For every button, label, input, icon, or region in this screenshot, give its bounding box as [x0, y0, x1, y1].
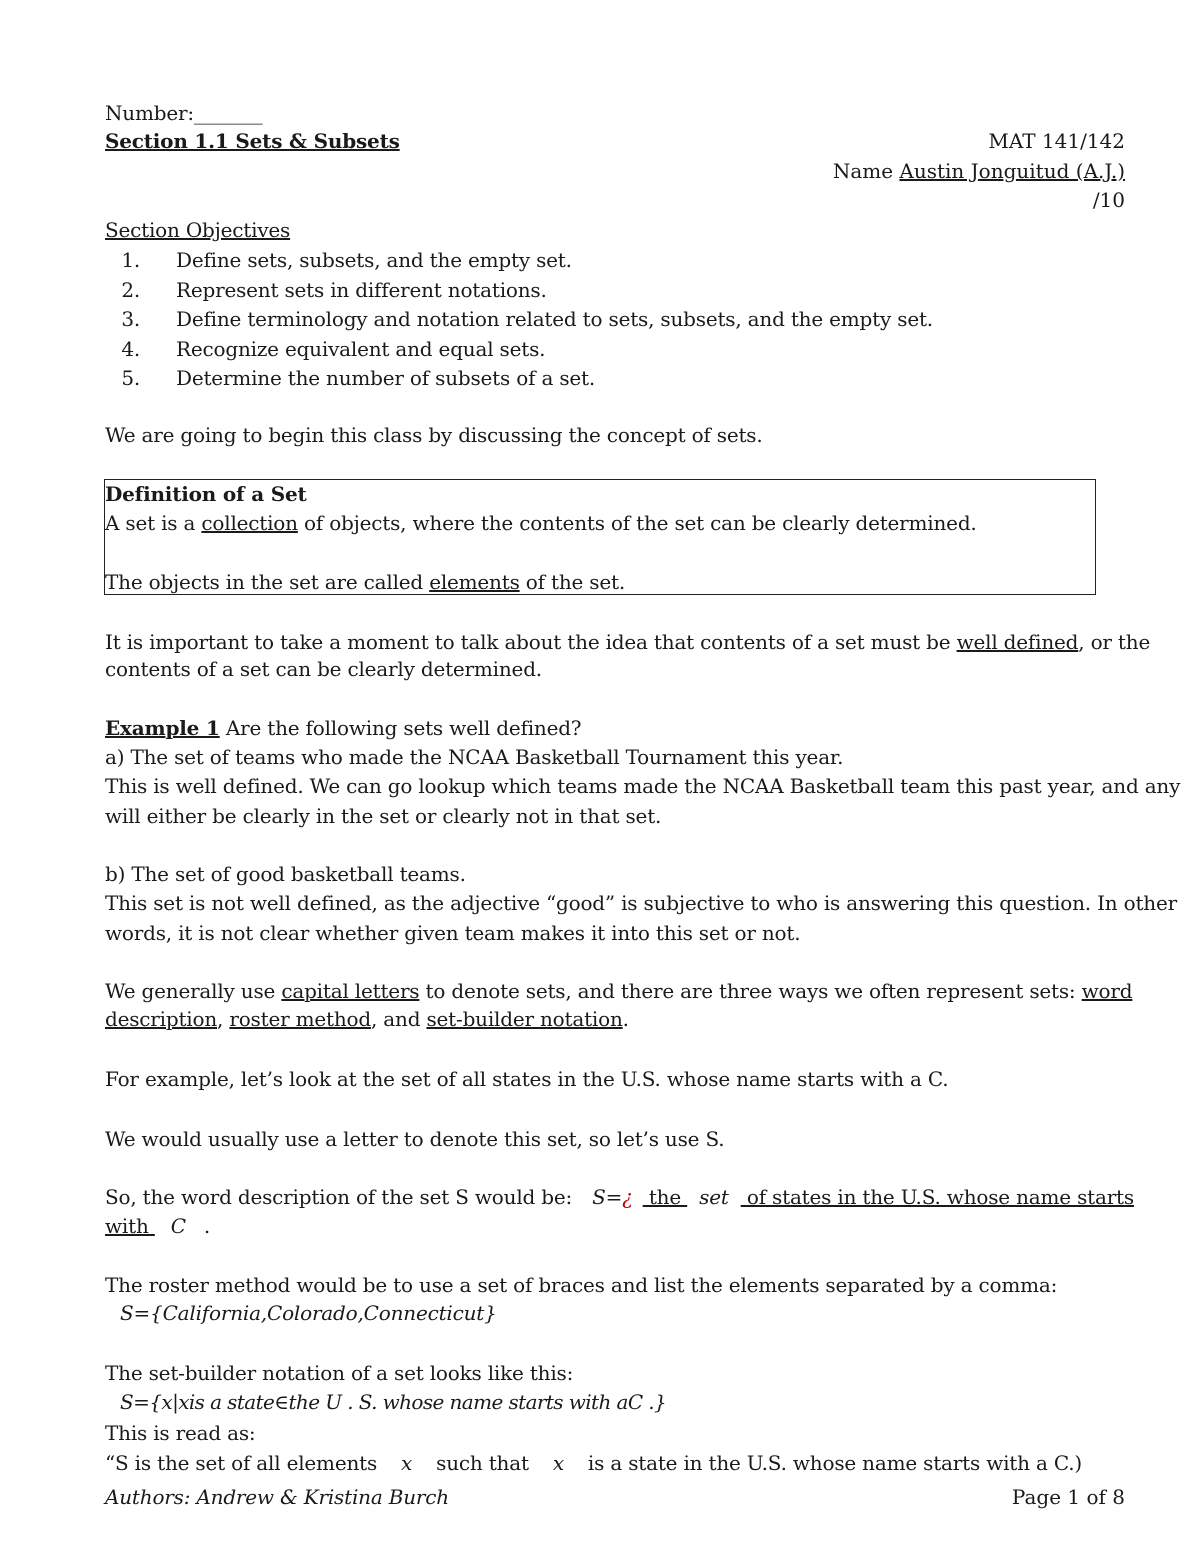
footer-authors: Authors: Andrew & Kristina Burch: [105, 1485, 449, 1509]
name-value: Austin Jonguitud (A.J.): [899, 159, 1125, 183]
example-label: Example 1: [105, 716, 220, 740]
definition-line-1: A set is a collection of objects, where the contents of the set can be clearly determined.: [105, 511, 977, 535]
well-defined-line-2: contents of a set can be clearly determined.: [105, 657, 542, 681]
objective-item: 3. Define terminology and notation related to sets, subsets, and the empty set.: [121, 307, 933, 331]
intro-text: We are going to begin this class by discussing the concept of sets.: [105, 423, 763, 447]
objective-item: 1. Define sets, subsets, and the empty set.: [121, 248, 572, 272]
read-as-quote: “S is the set of all elements x such that x is a state in the U.S. whose name starts with a C.): [105, 1451, 1083, 1475]
set-builder-expression: S={x|xis a state∈the U . S. whose name starts with aC .}: [120, 1390, 667, 1414]
example-1b-answer-1: This set is not well defined, as the adjective “good” is subjective to who is answering this question. In other: [105, 891, 1177, 915]
math-s-equals: S=: [592, 1185, 623, 1209]
objective-item: 5. Determine the number of subsets of a set.: [121, 366, 596, 390]
objective-item: 4. Recognize equivalent and equal sets.: [121, 336, 546, 361]
student-name: [833, 158, 1125, 184]
objectives-heading: Section Objectives: [105, 218, 291, 242]
definition-line-2: The objects in the set are called elements of the set.: [105, 570, 626, 594]
roster-expression: S={California,Colorado,Connecticut}: [120, 1301, 497, 1325]
score: /10: [1092, 188, 1125, 212]
notations-line-2: description, roster method, and set-builder notation.: [105, 1007, 629, 1031]
section-title: Section 1.1 Sets & Subsets: [105, 129, 400, 153]
example-1a-answer-1: This is well defined. We can go lookup which teams made the NCAA Basketball team this past year, and any: [105, 774, 1181, 798]
letter-s-text: We would usually use a letter to denote this set, so let’s use S.: [105, 1127, 725, 1151]
number-label: Number:_______: [105, 101, 263, 125]
example-1-heading: Example 1 Are the following sets well defined?: [105, 716, 582, 740]
example-1a-question: a) The set of teams who made the NCAA Basketball Tournament this year.: [105, 745, 844, 769]
objective-item: 2. Represent sets in different notations.: [121, 277, 547, 302]
example-1b-question: b) The set of good basketball teams.: [105, 862, 466, 886]
example-1b-answer-2: words, it is not clear whether given team makes it into this set or not.: [105, 921, 801, 945]
example-1a-answer-2: will either be clearly in the set or clearly not in that set.: [105, 804, 662, 828]
word-description-line-2: with C .: [105, 1214, 211, 1238]
example-states-text: For example, let’s look at the set of all states in the U.S. whose name starts with a C.: [105, 1067, 949, 1091]
course-code: MAT 141/142: [988, 129, 1125, 153]
well-defined-line-1: It is important to take a moment to talk about the idea that contents of a set must be well defined, or the: [105, 630, 1151, 654]
objectives-list: [105, 246, 933, 394]
red-glyph: ¿: [622, 1185, 633, 1209]
definition-title: Definition of a Set: [105, 482, 307, 506]
set-builder-intro: The set-builder notation of a set looks like this:: [105, 1361, 574, 1385]
word-description-line-1: So, the word description of the set S would be: S=¿ the set of states in the U.S. whose name starts: [105, 1185, 1134, 1209]
notations-line-1: We generally use capital letters to denote sets, and there are three ways we often represent sets: word: [105, 979, 1133, 1003]
name-label: Name: [832, 159, 900, 183]
read-as-label: This is read as:: [105, 1421, 256, 1445]
page-number: Page 1 of 8: [1011, 1485, 1125, 1509]
roster-intro: The roster method would be to use a set of braces and list the elements separated by a comma:: [105, 1273, 1058, 1297]
